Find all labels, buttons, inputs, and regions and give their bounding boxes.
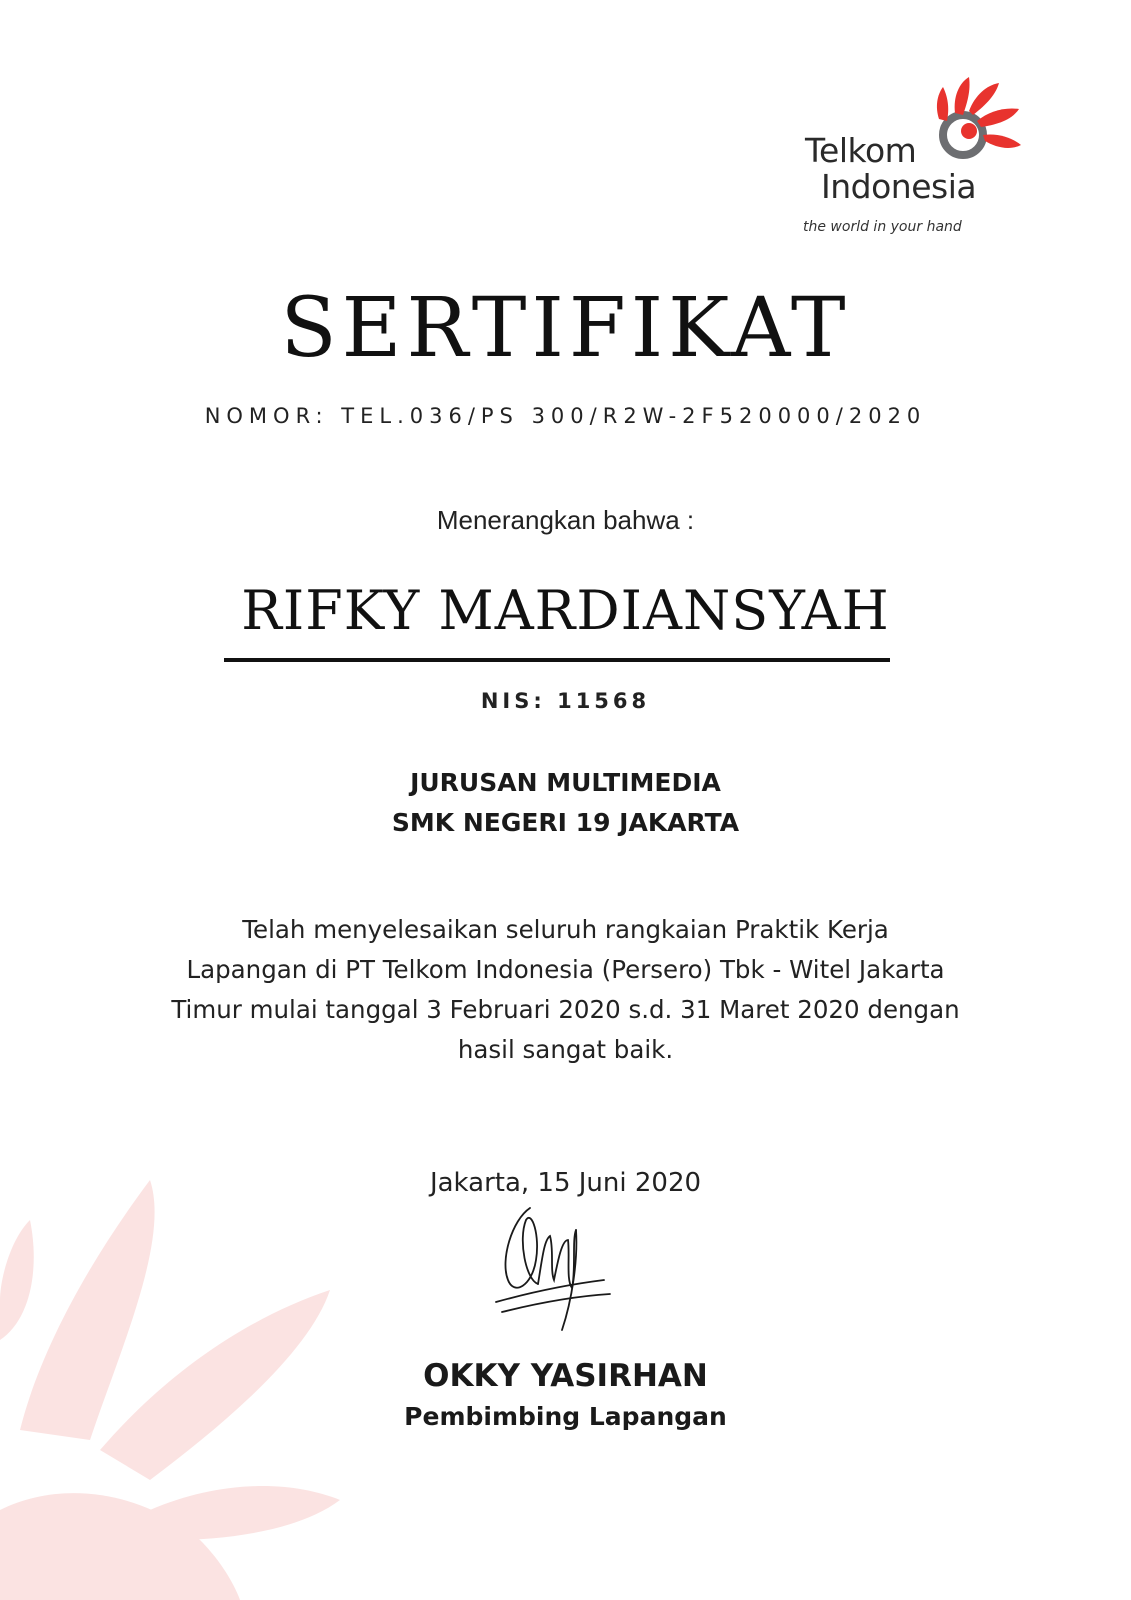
place-date: Jakarta, 15 Juni 2020	[429, 1168, 702, 1198]
department-name: JURUSAN MULTIMEDIA	[410, 768, 721, 797]
recipient-name: RIFKY MARDIANSYAH	[241, 579, 890, 642]
body-line: Lapangan di PT Telkom Indonesia (Persero) Tbk - Witel Jakarta	[186, 955, 945, 984]
telkom-logo-mark-icon	[925, 75, 1025, 165]
student-nis: NIS: 11568	[480, 689, 651, 713]
signer-name: OKKY YASIRHAN	[423, 1358, 708, 1394]
body-line: hasil sangat baik.	[457, 1035, 674, 1064]
handwritten-signature	[492, 1200, 612, 1350]
intro-text: Menerangkan bahwa :	[436, 505, 695, 535]
certificate-title: SERTIFIKAT	[280, 281, 851, 376]
logo-text-telkom: Telkom	[805, 131, 917, 170]
name-underline	[224, 658, 890, 662]
body-line: Telah menyelesaikan seluruh rangkaian Praktik Kerja	[242, 915, 889, 944]
logo-text-indonesia: Indonesia	[821, 167, 977, 206]
certificate-number: NOMOR: TEL.036/PS 300/R2W-2F520000/2020	[204, 404, 927, 428]
logo-tagline: the world in your hand	[803, 219, 962, 235]
body-line: Timur mulai tanggal 3 Februari 2020 s.d. 31 Maret 2020 dengan	[171, 995, 960, 1024]
department-block	[0, 763, 1131, 843]
school-name: SMK NEGERI 19 JAKARTA	[391, 808, 740, 837]
certificate-body	[0, 910, 1131, 1070]
signer-role: Pembimbing Lapangan	[404, 1402, 727, 1431]
telkom-indonesia-logo	[795, 75, 1035, 245]
